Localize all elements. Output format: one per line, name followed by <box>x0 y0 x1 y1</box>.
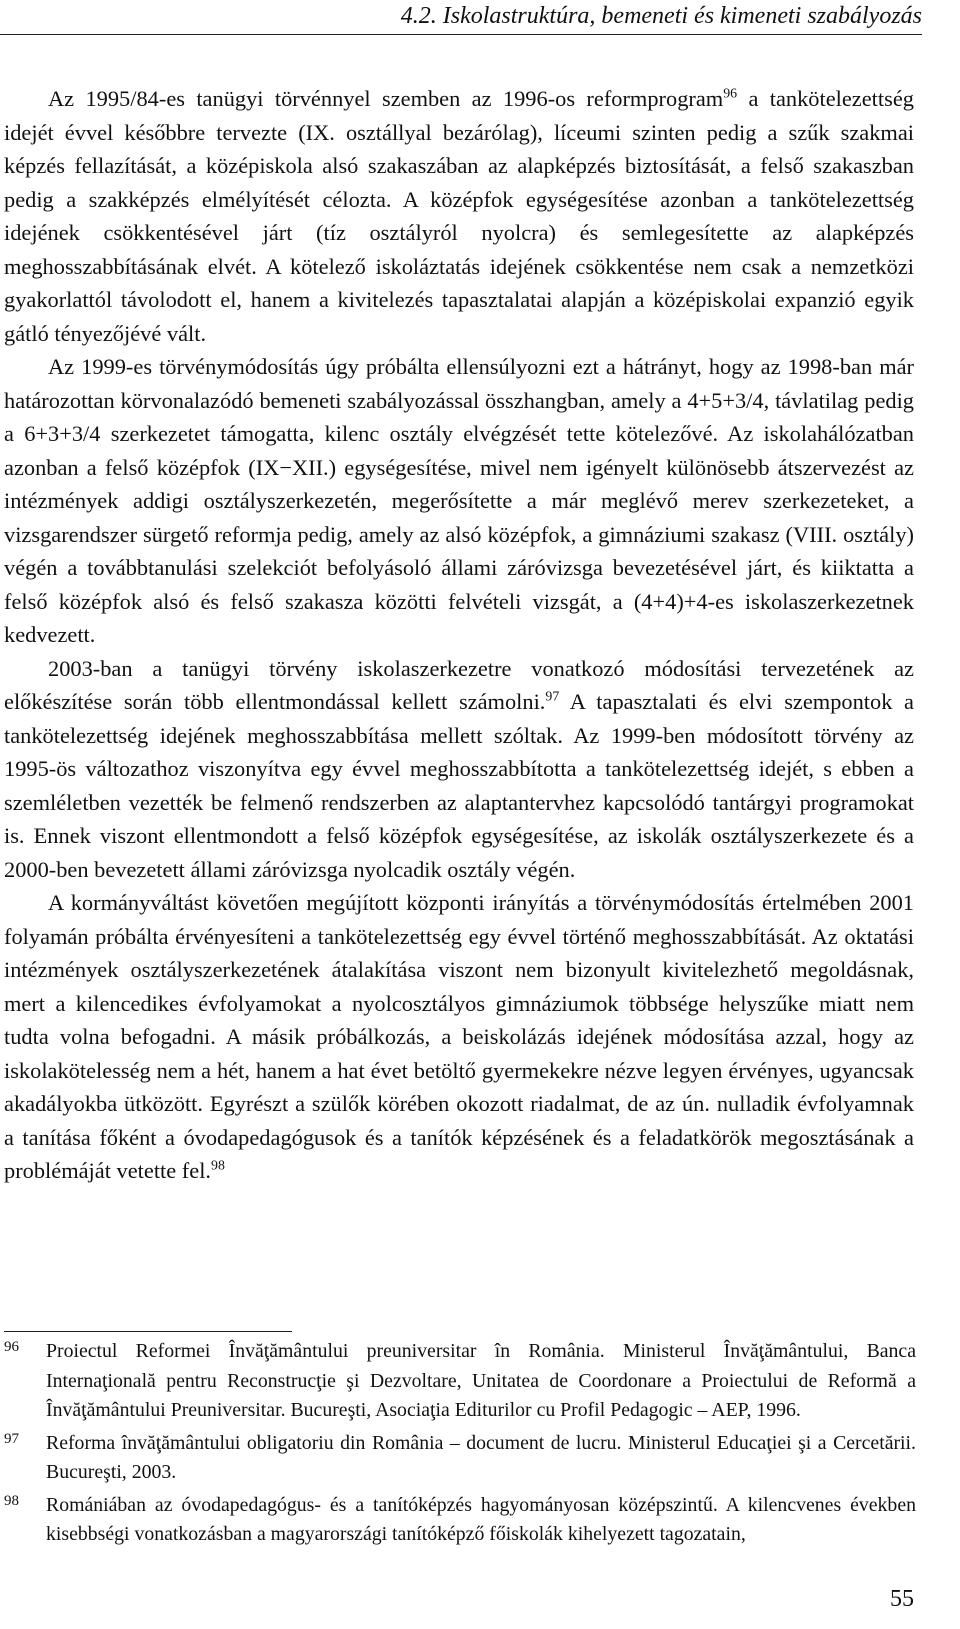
paragraph-3: 2003-ban a tanügyi törvény iskolaszerkezetre vonatkozó módosítási tervezetének az előkészítése során több ellentmondással kellett számolni.$^{97}$ A tapasztalati és elvi szempontok a tankötelezettség idejének meghosszabbítása mellett szóltak. Az 1999-ben módosított törvény az 1995-ös változathoz viszonyítva egy évvel meghosszabbította a tankötelezettség idejét, s ebben a szemléletben vezették be felmenő rendszerben az alaptantervhez kapcsolódó tantárgyi programokat is. Ennek viszont ellentmondott a felső középfok egységesítése, az iskolák osztályszerkezete és a 2000-ben bevezetett állami záróvizsga nyolcadik osztály végén. <box>4 655 914 882</box>
paragraph-4: A kormányváltást követően megújított központi irányítás a törvénymódosítás értelmében 2001 folyamán próbálta érvényesíteni a tankötelezettség egy évvel történő meghosszabbítását. Az oktatási intézmények osztályszerkezetének átalakítása viszont nem bizonyult kivitelezhető megoldásnak, mert a kilencedikes évfolyamokat a nyolcosztályos gimnáziumok többsége helyszűke miatt nem tudta volna befogadni. A másik próbálkozás, a beiskolázás idejének módosítása azzal, hogy az iskolakötelesség nem a hét, hanem a hat évet betöltő gyermekekre nézve legyen érvényes, ugyancsak akadályokba ütközött. Egyrészt a szülők körében okozott riadalmat, de az ún. nulladik évfolyamnak a tanítása főként a óvodapedagógusok és a tanítók képzésének és a feladatkörök megosztásának a problémáját vetette fel.$^{98}$ <box>4 890 914 1183</box>
page-number: 55 <box>890 1586 914 1612</box>
footnote-rule <box>4 1331 292 1332</box>
footnote-98 <box>4 1491 916 1550</box>
footnote-ref-96[interactable]: 96 <box>723 86 738 102</box>
footnote-ref-98[interactable]: 98 <box>211 1158 225 1174</box>
footnote-text: Proiectul Reformei Învăţământului preuniversitar în România. Ministerul Învăţământului, Banca Internaţională pentru Reconstrucţie şi Dezvoltare, Unitatea de Coordonare a Proiectului de Reformă a Învăţământului Preuniversitar. Bucureşti, Asociaţia Editurilor cu Profil Pedagogic – AEP, 1996. <box>46 1340 916 1421</box>
footnote-ref-97[interactable]: 97 <box>545 689 560 705</box>
body-text <box>4 82 914 1188</box>
footnote-96 <box>4 1337 916 1426</box>
header-rule <box>0 34 922 35</box>
footnote-text: Reforma învăţământului obligatoriu din România – document de lucru. Ministerul Educaţiei şi a Cercetării. Bucureşti, 2003. <box>46 1431 916 1483</box>
paragraph-1: Az 1995/84-es tanügyi törvénnyel szemben az 1996-os reformprogram$^{96}$ a tankötelezettség idejét évvel későbbre tervezte (IX. osztállyal bezárólag), líceumi szinten pedig a szűk szakmai képzés fellazítását, a középiskola alsó szakaszában az alapképzés biztosítását, a felső szakaszban pedig a szakképzés elmélyítését célozta. A középfok egységesítése azonban a tankötelezettség idejének csökkentésével járt (tíz osztályról nyolcra) és semlegesítette az alapképzés meghosszabbításának elvét. A kötelező iskoláztatás idejének csökkentése nem csak a nemzetközi gyakorlattól távolodott el, hanem a kivitelezés tapasztalatai alapján a középiskolai expanzió egyik gátló tényezőjévé vált. <box>4 86 914 346</box>
footnote-text: Romániában az óvodapedagógus- és a tanítóképzés hagyományosan középszintű. A kilencvenes években kisebbségi vonatkozásban a magyarországi tanítóképző főiskolák kihelyezett tagozatain, <box>46 1493 916 1545</box>
footnote-number: 98 <box>4 1492 19 1509</box>
running-header: 4.2. Iskolastruktúra, bemeneti és kimeneti szabályozás <box>400 3 922 29</box>
footnote-number: 97 <box>4 1430 19 1447</box>
footnotes <box>4 1337 916 1553</box>
footnote-number: 96 <box>4 1339 19 1355</box>
footnote-97 <box>4 1429 916 1488</box>
paragraph-2: Az 1999-es törvénymódosítás úgy próbálta ellensúlyozni ezt a hátrányt, hogy az 1998-ban már határozottan körvonalazódó bemeneti szabályozással összhangban, amely a 4+5+3/4, távlatilag pedig a 6+3+3/4 szerkezetet támogatta, kilenc osztály elvégzését tette kötelezővé. Az iskolahálózatban azonban a felső középfok (IX−XII.) egységesítése, mivel nem igényelt különösebb átszervezést az intézmények addigi osztályszerkezetén, megerősítette a már meglévő merev szerkezeteket, a vizsgarendszer sürgető reformja pedig, amely az alsó középfok, a gimnáziumi szakasz (VIII. osztály) végén a továbbtanulási szelekciót befolyásoló állami záróvizsga bevezetésével járt, és kiiktatta a felső középfok alsó és felső szakasza közötti felvételi vizsgát, a (4+4)+4-es iskolaszerkezetnek kedvezett. <box>4 354 914 647</box>
